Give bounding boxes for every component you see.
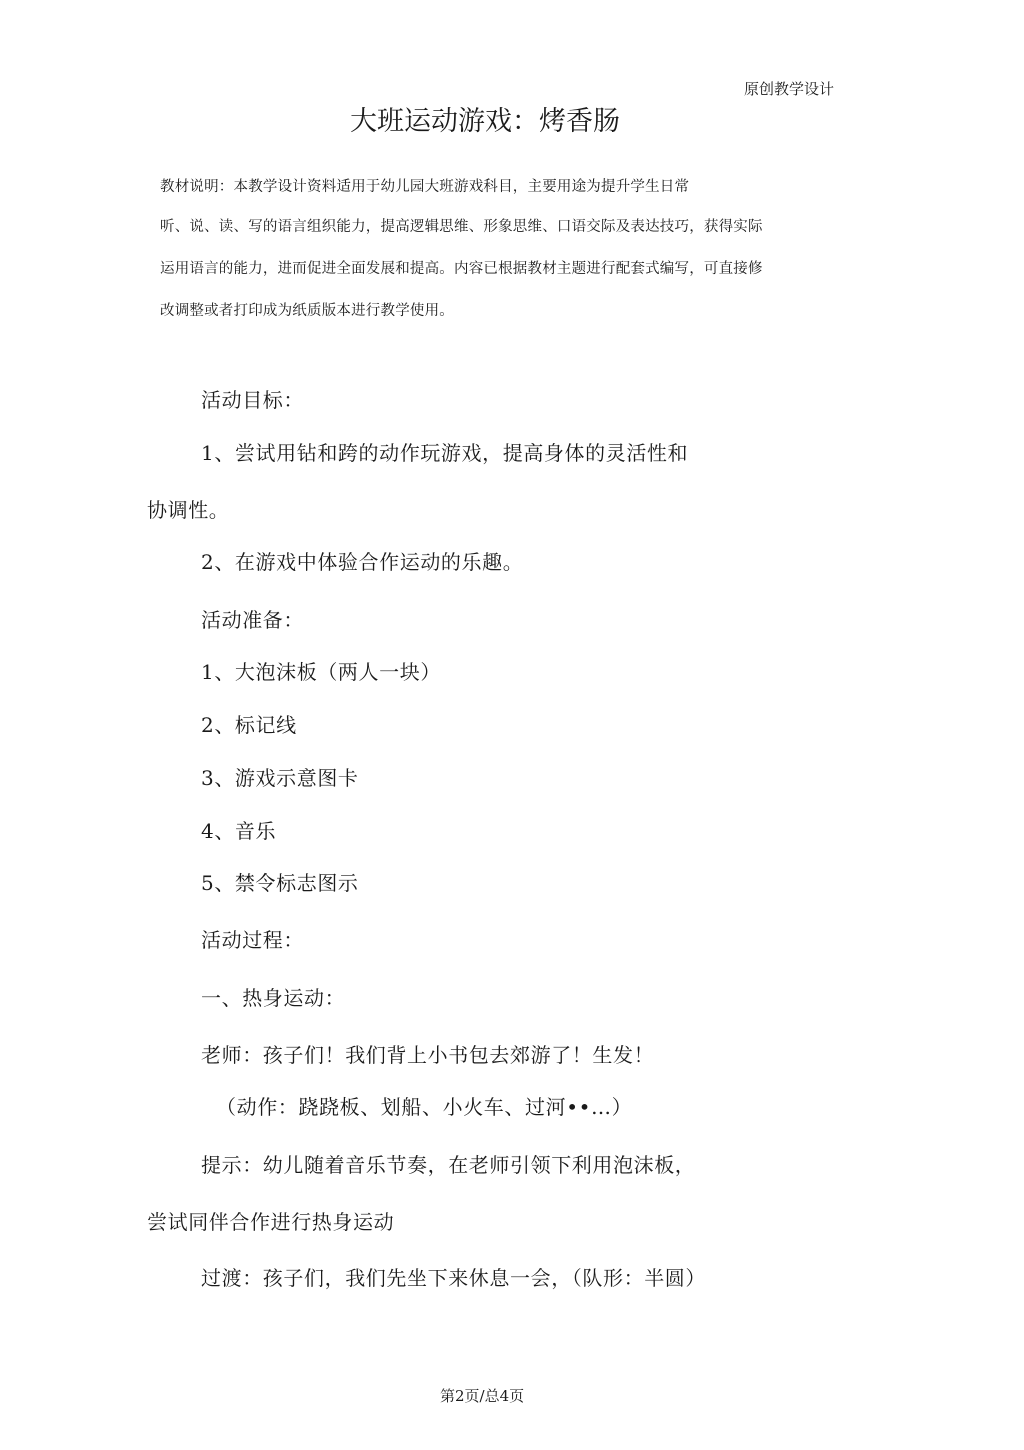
body-line: （动作：跷跷板、划船、小火车、过河••…） [216,1095,633,1119]
document-title: 大班运动游戏：烤香肠 [350,106,620,137]
list-item: 5、禁令标志图示 [201,871,359,895]
list-item: 4、音乐 [201,819,277,843]
section-heading: 活动准备： [201,608,304,632]
body-line: 2、在游戏中体验合作运动的乐趣。 [201,550,524,574]
subsection-heading: 一、热身运动： [201,986,346,1010]
body-line: 提示：幼儿随着音乐节奏，在老师引领下利用泡沫板， [201,1153,696,1177]
header-tag: 原创教学设计 [744,80,835,98]
intro-line: 教材说明：本教学设计资料适用于幼儿园大班游戏科目，主要用途为提升学生日常 [160,179,690,195]
page-number: 第2页/总4页 [440,1387,525,1405]
body-line: 1、尝试用钻和跨的动作玩游戏，提高身体的灵活性和 [201,441,689,465]
body-line: 协调性。 [147,498,230,522]
list-item: 2、标记线 [201,713,297,737]
intro-line: 运用语言的能力，进而促进全面发展和提高。内容已根据教材主题进行配套式编写，可直接修 [160,261,763,277]
body-line: 尝试同伴合作进行热身运动 [147,1210,395,1234]
list-item: 3、游戏示意图卡 [201,766,359,790]
section-heading: 活动过程： [201,928,304,952]
intro-line: 听、说、读、写的语言组织能力，提高逻辑思维、形象思维、口语交际及表达技巧，获得实际 [160,219,763,235]
body-line: 过渡：孩子们，我们先坐下来休息一会，（队形：半圆） [201,1266,706,1290]
body-line: 老师：孩子们！我们背上小书包去郊游了！生发！ [201,1043,655,1067]
section-heading: 活动目标： [201,388,304,412]
intro-line: 改调整或者打印成为纸质版本进行教学使用。 [160,303,454,319]
list-item: 1、大泡沫板（两人一块） [201,660,441,684]
